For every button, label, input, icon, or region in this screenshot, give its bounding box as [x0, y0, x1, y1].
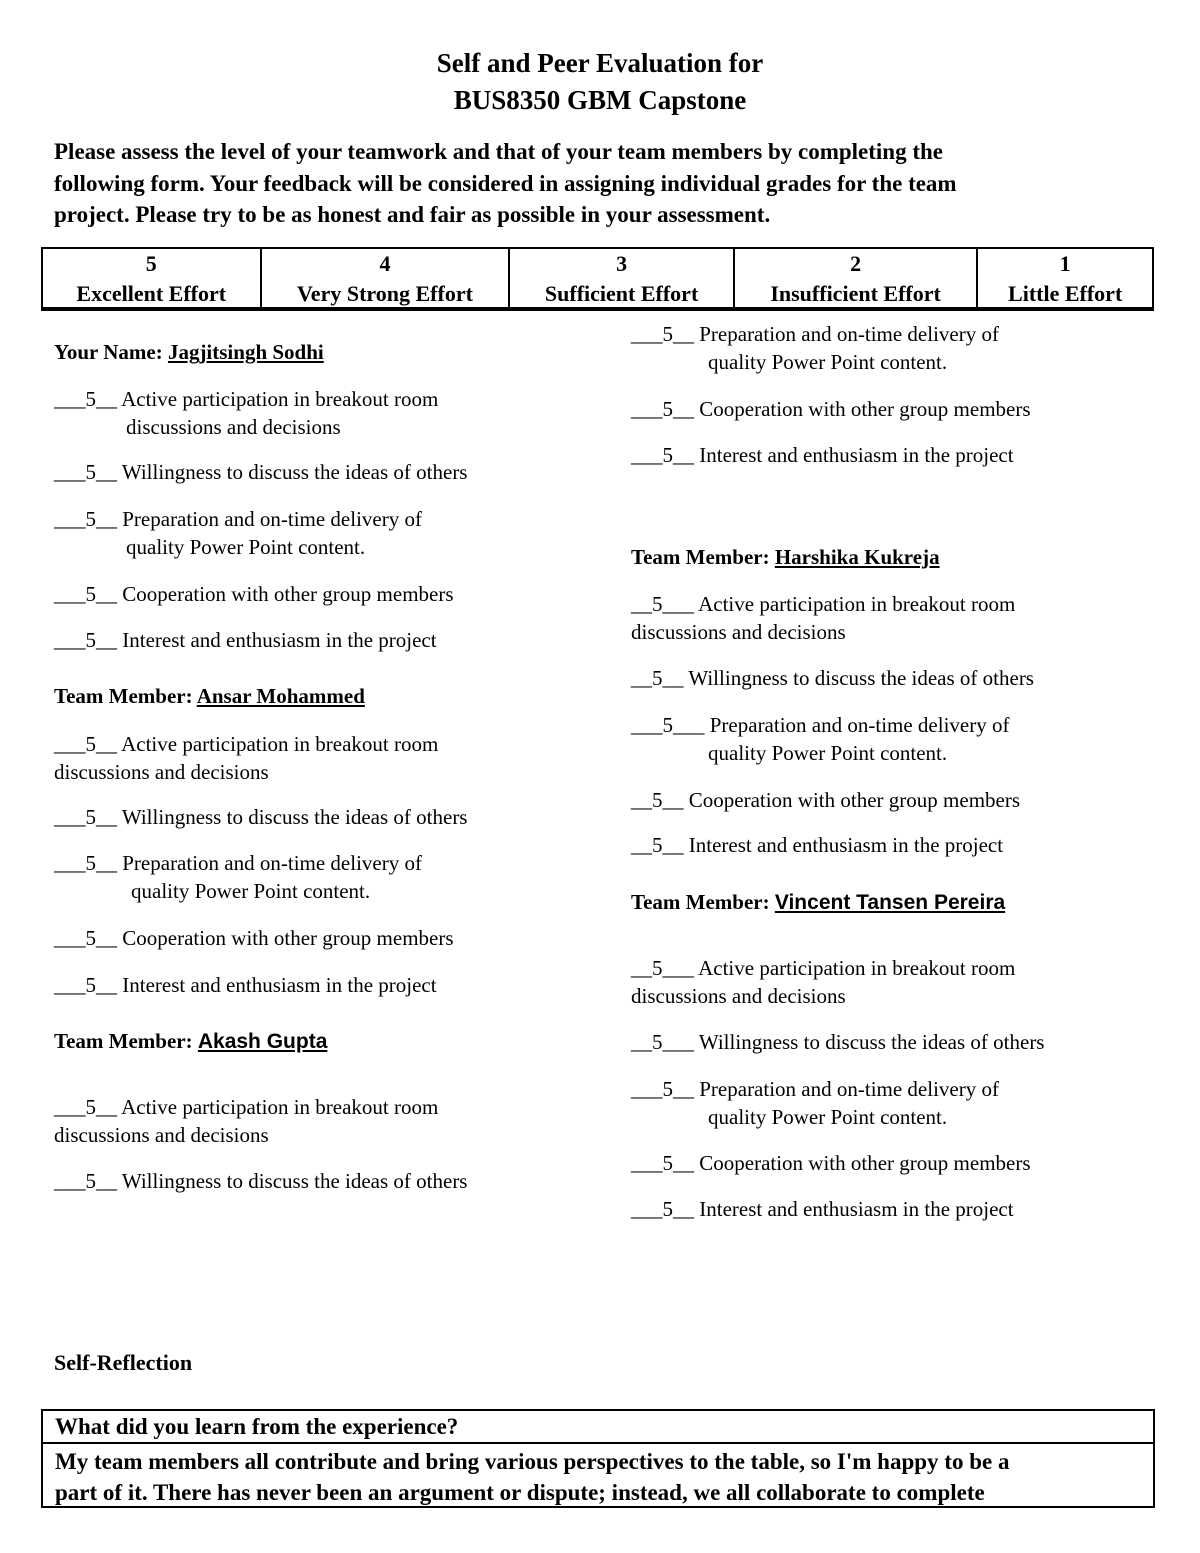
vincent-rating-willingness	[631, 1028, 1044, 1056]
intro-line-3: project. Please try to be as honest and fair as possible in your assessment.	[54, 202, 771, 227]
rating-text: ___5__ Willingness to discuss the ideas of others	[54, 805, 468, 829]
vincent-rating-interest	[631, 1195, 1014, 1223]
scale-score: 3	[616, 251, 628, 276]
rating-text-cont: quality Power Point content.	[126, 535, 366, 559]
scale-cell-4	[261, 248, 510, 310]
member-header-akash	[54, 1029, 327, 1054]
rating-text: ___5__ Cooperation with other group members	[54, 582, 454, 606]
rating-text: ___5__ Cooperation with other group members	[54, 926, 454, 950]
self-rating-preparation	[54, 505, 422, 561]
rating-text: ___5__ Interest and enthusiasm in the project	[631, 443, 1014, 467]
member-name: Ansar Mohammed	[196, 684, 365, 708]
akash-rating-willingness	[54, 1167, 467, 1195]
scale-label: Insufficient Effort	[770, 281, 941, 306]
member-label: Team Member:	[631, 890, 770, 914]
akash-rating-preparation	[631, 320, 999, 376]
rating-text: ___5__ Preparation and on-time delivery of	[54, 851, 422, 875]
rating-text: ___5__ Preparation and on-time delivery of	[631, 1077, 999, 1101]
ansar-rating-willingness	[54, 803, 467, 831]
rating-text-cont: quality Power Point content.	[131, 879, 371, 903]
member-name: Vincent Tansen Pereira	[774, 891, 1006, 914]
scale-cell-1	[977, 248, 1153, 310]
ansar-rating-preparation	[54, 849, 422, 905]
intro-line-2: following form. Your feedback will be considered in assigning individual grades for the team	[54, 171, 957, 196]
intro-line-1: Please assess the level of your teamwork and that of your team members by completing the	[54, 139, 944, 164]
reflection-answer-line-1: My team members all contribute and bring various perspectives to the table, so I'm happy to be a	[55, 1449, 1010, 1474]
harshika-rating-preparation	[631, 711, 1009, 767]
rating-text: __5__ Willingness to discuss the ideas of others	[631, 666, 1034, 690]
scale-label: Little Effort	[1008, 281, 1123, 306]
ansar-rating-interest	[54, 971, 437, 999]
vincent-rating-participation	[631, 954, 1015, 1010]
scale-label: Sufficient Effort	[544, 281, 699, 306]
self-rating-participation	[54, 385, 438, 441]
rating-text: __5__ Cooperation with other group members	[631, 788, 1021, 812]
member-header-ansar	[54, 684, 365, 709]
ansar-rating-participation	[54, 730, 438, 786]
rating-text: ___5__ Interest and enthusiasm in the project	[54, 973, 437, 997]
rating-text: __5___ Active participation in breakout room	[631, 592, 1016, 616]
rating-text: ___5__ Preparation and on-time delivery of	[54, 507, 422, 531]
rating-text: ___5__ Active participation in breakout room	[54, 1095, 439, 1119]
rating-text: ___5__ Active participation in breakout room	[54, 732, 439, 756]
scale-label: Very Strong Effort	[296, 281, 473, 306]
rating-text: ___5__ Cooperation with other group members	[631, 397, 1031, 421]
scale-bottom-rule	[41, 307, 1154, 310]
scale-score: 5	[145, 251, 157, 276]
scale-score: 4	[379, 251, 391, 276]
self-rating-interest	[54, 626, 437, 654]
rating-text: ___5__ Cooperation with other group members	[631, 1151, 1031, 1175]
rating-text: __5___ Active participation in breakout room	[631, 956, 1016, 980]
ansar-rating-cooperation	[54, 924, 454, 952]
self-reflection-box	[41, 1409, 1155, 1508]
self-rating-willingness	[54, 458, 467, 486]
akash-rating-cooperation	[631, 395, 1031, 423]
scale-label: Excellent Effort	[76, 281, 227, 306]
self-name-value: Jagjitsingh Sodhi	[167, 340, 324, 364]
reflection-question: What did you learn from the experience?	[43, 1411, 1153, 1444]
rating-text: __5__ Interest and enthusiasm in the project	[631, 833, 1004, 857]
self-rating-cooperation	[54, 580, 454, 608]
rating-text-cont: discussions and decisions	[54, 760, 269, 784]
harshika-rating-participation	[631, 590, 1015, 646]
scale-cell-3	[509, 248, 733, 310]
rating-text-cont: discussions and decisions	[631, 984, 846, 1008]
vincent-rating-cooperation	[631, 1149, 1031, 1177]
self-name-label: Your Name:	[54, 340, 163, 364]
page-title: Self and Peer Evaluation for	[436, 48, 764, 78]
member-label: Team Member:	[54, 684, 193, 708]
page-subtitle: BUS8350 GBM Capstone	[453, 85, 747, 115]
scale-score: 2	[850, 251, 862, 276]
rating-text-cont: quality Power Point content.	[708, 350, 948, 374]
self-name-header	[54, 340, 324, 365]
akash-rating-participation	[54, 1093, 438, 1149]
harshika-rating-interest	[631, 831, 1003, 859]
rating-text: ___5___ Preparation and on-time delivery of	[631, 713, 1010, 737]
member-header-vincent	[631, 890, 1005, 915]
self-reflection-heading: Self-Reflection	[54, 1350, 193, 1375]
member-label: Team Member:	[631, 545, 770, 569]
rating-text: ___5__ Interest and enthusiasm in the project	[54, 628, 437, 652]
scale-score: 1	[1059, 251, 1071, 276]
scale-cell-5	[42, 248, 261, 310]
rating-text-cont: quality Power Point content.	[708, 741, 948, 765]
harshika-rating-willingness	[631, 664, 1034, 692]
rating-text: ___5__ Willingness to discuss the ideas of others	[54, 1169, 468, 1193]
rating-scale-table	[41, 247, 1154, 311]
vincent-rating-preparation	[631, 1075, 999, 1131]
member-name: Akash Gupta	[197, 1030, 328, 1053]
rating-text-cont: discussions and decisions	[54, 1123, 269, 1147]
akash-rating-interest	[631, 441, 1014, 469]
rating-text: ___5__ Active participation in breakout room	[54, 387, 439, 411]
rating-text: ___5__ Willingness to discuss the ideas of others	[54, 460, 468, 484]
scale-cell-2	[734, 248, 977, 310]
rating-text-cont: quality Power Point content.	[708, 1105, 948, 1129]
rating-text-cont: discussions and decisions	[126, 415, 341, 439]
rating-text: __5___ Willingness to discuss the ideas of others	[631, 1030, 1045, 1054]
rating-text: ___5__ Preparation and on-time delivery of	[631, 322, 999, 346]
member-header-harshika	[631, 545, 940, 570]
rating-text-cont: discussions and decisions	[631, 620, 846, 644]
member-label: Team Member:	[54, 1029, 193, 1053]
rating-text: ___5__ Interest and enthusiasm in the project	[631, 1197, 1014, 1221]
member-name: Harshika Kukreja	[774, 545, 940, 569]
reflection-answer-line-2: part of it. There has never been an argument or dispute; instead, we all collaborate to complete	[55, 1480, 985, 1505]
harshika-rating-cooperation	[631, 786, 1020, 814]
